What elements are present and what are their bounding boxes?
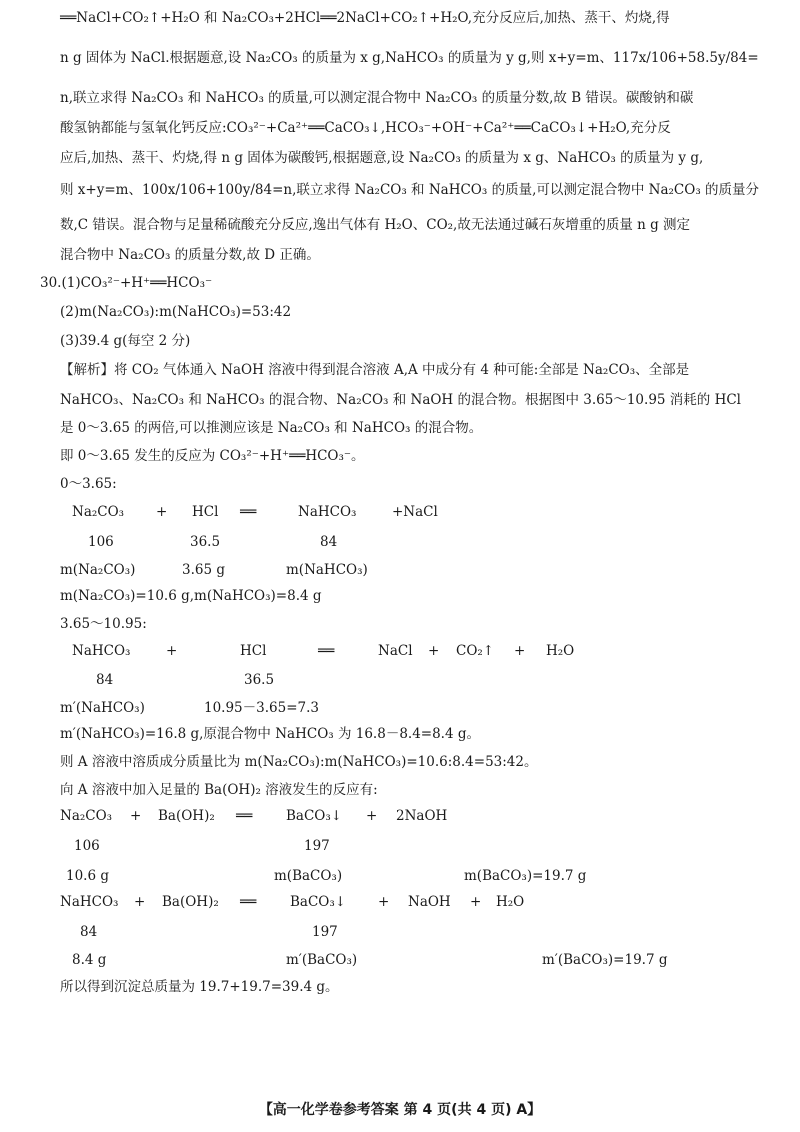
text-line: 应后,加热、蒸干、灼烧,得 n g 固体为碳酸钙,根据题意,设 Na₂CO₃ 的质量为 x g、NaHCO₃ 的质量为 y g,	[60, 150, 704, 166]
text-line: n g 固体为 NaCl.根据题意,设 Na₂CO₃ 的质量为 x g,NaHCO₃ 的质量为 y g,则 x+y=m、117x/106+58.5y/84=	[60, 50, 759, 66]
molar-mass: 36.5	[244, 672, 275, 688]
formula: CO₂↑	[456, 643, 495, 659]
mass-term: m′(NaHCO₃)	[60, 700, 145, 716]
molar-mass: 106	[74, 838, 100, 854]
range-label: 3.65～10.95:	[60, 616, 147, 632]
molar-mass: 84	[320, 534, 338, 550]
formula: Ba(OH)₂	[158, 808, 215, 824]
formula: NaOH	[408, 894, 451, 910]
operator: +	[156, 504, 168, 520]
operator: +	[428, 643, 440, 659]
text-line: 混合物中 Na₂CO₃ 的质量分数,故 D 正确。	[60, 247, 320, 263]
ratio-line: 则 A 溶液中溶质成分质量比为 m(Na₂CO₃):m(NaHCO₃)=10.6:8.4=53:42。	[60, 754, 538, 770]
formula: NaCl	[378, 643, 413, 659]
formula: Na₂CO₃	[60, 808, 113, 824]
operator: +	[130, 808, 142, 824]
formula: BaCO₃↓	[290, 894, 347, 910]
analysis-line: NaHCO₃、Na₂CO₃ 和 NaHCO₃ 的混合物、Na₂CO₃ 和 NaOH 的混合物。根据图中 3.65～10.95 消耗的 HCl	[60, 392, 741, 408]
formula: HCl	[192, 504, 219, 520]
answer-3: (3)39.4 g(每空 2 分)	[60, 333, 191, 349]
text-line: 则 x+y=m、100x/106+100y/84=n,联立求得 Na₂CO₃ 和 NaHCO₃ 的质量,可以测定混合物中 Na₂CO₃ 的质量分	[60, 182, 760, 198]
operator: +	[470, 894, 482, 910]
mass-term: m′(BaCO₃)	[286, 952, 358, 968]
molar-mass: 197	[312, 924, 338, 940]
text-line: 酸氢钠都能与氢氧化钙反应:CO₃²⁻+Ca²⁺══CaCO₃↓,HCO₃⁻+OH⁻+Ca²⁺══CaCO₃↓+H₂O,充分反	[60, 120, 671, 136]
analysis-line: 是 0～3.65 的两倍,可以推测应该是 Na₂CO₃ 和 NaHCO₃ 的混合物。	[60, 420, 483, 436]
formula: NaHCO₃	[298, 504, 357, 520]
molar-mass: 197	[304, 838, 330, 854]
result-line: m(Na₂CO₃)=10.6 g,m(NaHCO₃)=8.4 g	[60, 588, 322, 604]
molar-mass: 36.5	[190, 534, 221, 550]
formula: H₂O	[546, 643, 575, 659]
formula: Na₂CO₃	[72, 504, 125, 520]
result-line: m′(NaHCO₃)=16.8 g,原混合物中 NaHCO₃ 为 16.8－8.4=8.4 g。	[60, 726, 480, 742]
formula: H₂O	[496, 894, 525, 910]
formula: Ba(OH)₂	[162, 894, 219, 910]
answer-1: 30.(1)CO₃²⁻+H⁺══HCO₃⁻	[40, 275, 213, 291]
formula: BaCO₃↓	[286, 808, 343, 824]
analysis-line: 即 0～3.65 发生的反应为 CO₃²⁻+H⁺══HCO₃⁻。	[60, 448, 365, 464]
equals-sign: ══	[240, 504, 257, 520]
mass-term: m(BaCO₃)	[274, 868, 343, 884]
mass-term: m′(BaCO₃)=19.7 g	[542, 952, 668, 968]
mass-term: m(BaCO₃)=19.7 g	[464, 868, 587, 884]
molar-mass: 84	[96, 672, 114, 688]
equals-sign: ══	[318, 643, 335, 659]
formula: 2NaOH	[396, 808, 448, 824]
text-line: n,联立求得 Na₂CO₃ 和 NaHCO₃ 的质量,可以测定混合物中 Na₂CO₃ 的质量分数,故 B 错误。碳酸钠和碳	[60, 90, 694, 106]
text-line: 数,C 错误。混合物与足量稀硫酸充分反应,逸出气体有 H₂O、CO₂,故无法通过碱石灰增重的质量 n g 测定	[60, 217, 691, 233]
equals-sign: ══	[240, 894, 257, 910]
mass-term: 3.65 g	[182, 562, 225, 578]
mass-term: m(NaHCO₃)	[286, 562, 368, 578]
operator: +	[134, 894, 146, 910]
formula: NaHCO₃	[72, 643, 131, 659]
operator: +	[366, 808, 378, 824]
equals-sign: ══	[236, 808, 253, 824]
molar-mass: 106	[88, 534, 114, 550]
formula: +NaCl	[392, 504, 438, 520]
text-line: ══NaCl+CO₂↑+H₂O 和 Na₂CO₃+2HCl══2NaCl+CO₂↑+H₂O,充分反应后,加热、蒸干、灼烧,得	[60, 10, 670, 26]
range-label: 0～3.65:	[60, 476, 117, 492]
reaction-intro: 向 A 溶液中加入足量的 Ba(OH)₂ 溶液发生的反应有:	[60, 782, 378, 798]
molar-mass: 84	[80, 924, 98, 940]
operator: +	[166, 643, 178, 659]
operator: +	[378, 894, 390, 910]
mass-term: 8.4 g	[72, 952, 107, 968]
formula: NaHCO₃	[60, 894, 119, 910]
page-footer: 【高一化学卷参考答案 第 4 页(共 4 页) A】	[258, 1102, 542, 1118]
final-line: 所以得到沉淀总质量为 19.7+19.7=39.4 g。	[60, 979, 339, 995]
answer-2: (2)m(Na₂CO₃):m(NaHCO₃)=53:42	[60, 304, 292, 320]
mass-term: m(Na₂CO₃)	[60, 562, 136, 578]
operator: +	[514, 643, 526, 659]
mass-term: 10.6 g	[66, 868, 109, 884]
mass-term: 10.95－3.65=7.3	[204, 700, 319, 716]
analysis-line: 【解析】将 CO₂ 气体通入 NaOH 溶液中得到混合溶液 A,A 中成分有 4 种可能:全部是 Na₂CO₃、全部是	[60, 362, 690, 378]
formula: HCl	[240, 643, 267, 659]
